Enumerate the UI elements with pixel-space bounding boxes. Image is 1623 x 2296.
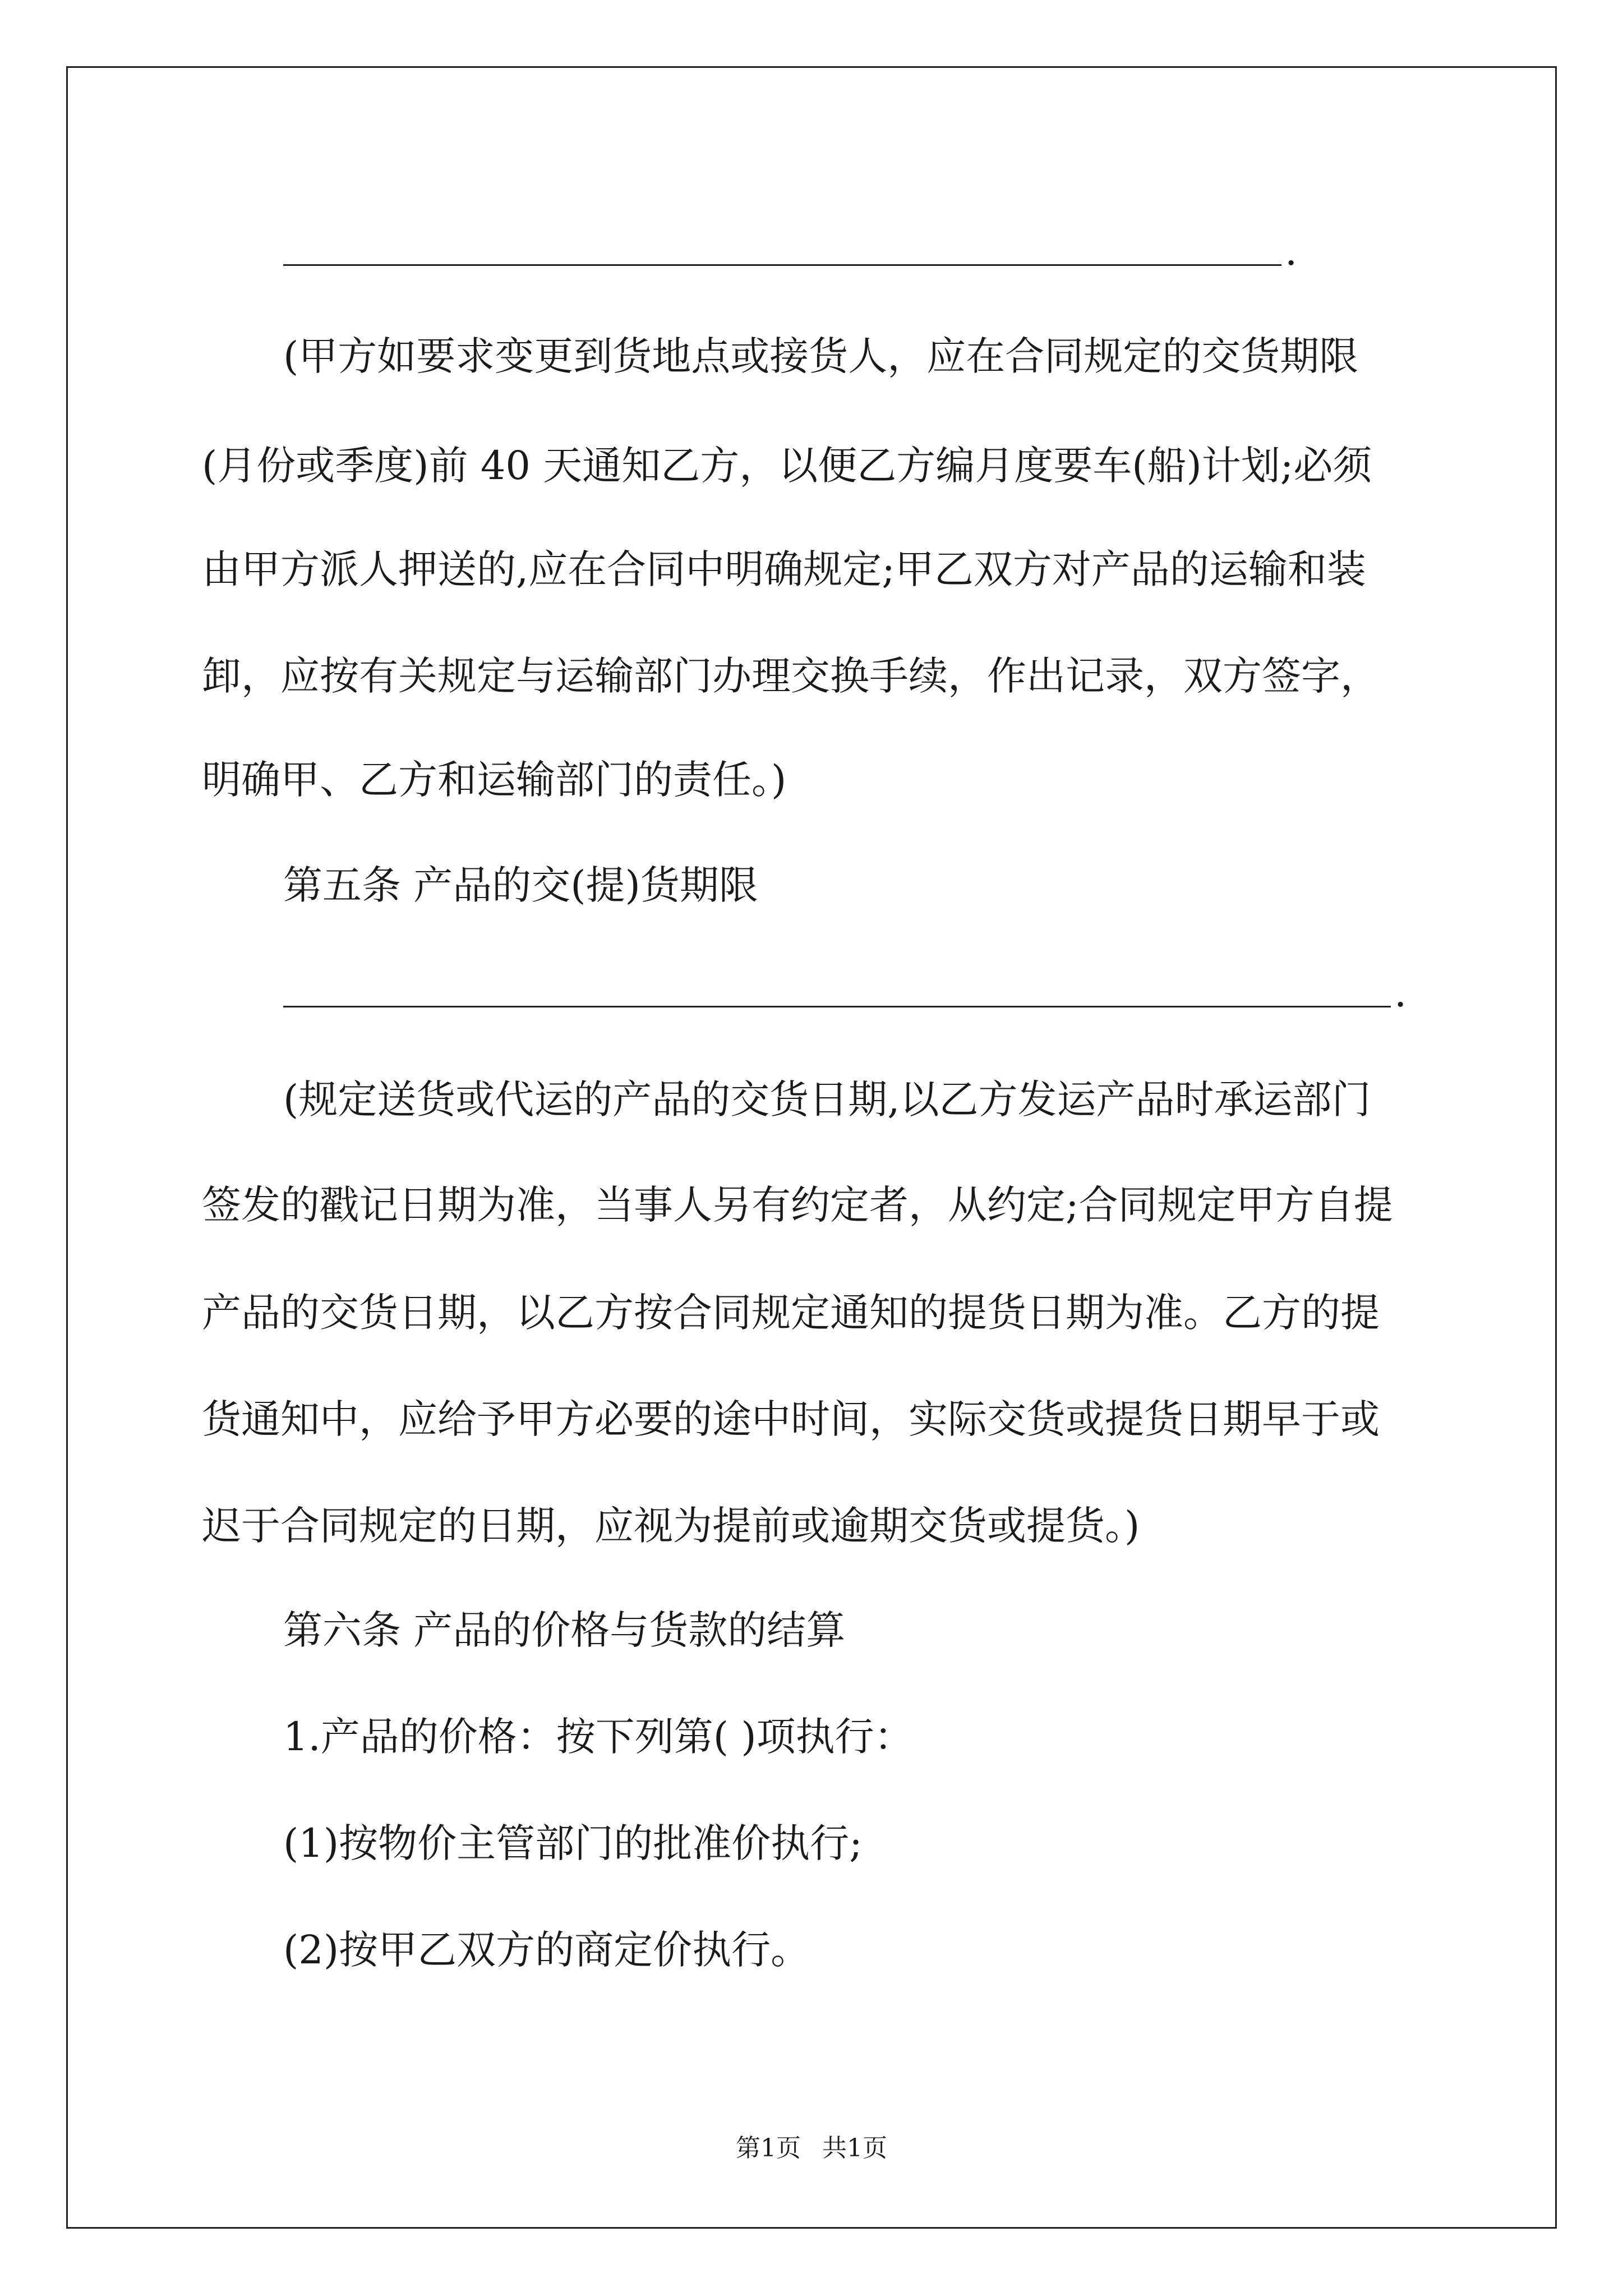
- item-1-option-1: (1)按物价主管部门的批准价执行;: [283, 1820, 863, 1866]
- blank-end-mark: .: [1394, 970, 1407, 1016]
- blank-underline: [283, 264, 1281, 266]
- paragraph-2-line-5: 迟于合同规定的日期，应视为提前或逾期交货或提货。): [202, 1503, 1140, 1549]
- paragraph-2-line-2: 签发的戳记日期为准，当事人另有约定者，从约定;合同规定甲方自提: [202, 1182, 1393, 1228]
- item-1-option-2: (2)按甲乙双方的商定价执行。: [283, 1927, 810, 1973]
- blank-underline: [283, 1006, 1391, 1007]
- paragraph-1-line-1: (甲方如要求变更到货地点或接货人，应在合同规定的交货期限: [283, 333, 1359, 379]
- page-number: 第1页: [736, 2134, 801, 2162]
- page-total: 共1页: [822, 2134, 887, 2162]
- paragraph-2-line-4: 货通知中，应给予甲方必要的途中时间，实际交货或提货日期早于或: [202, 1396, 1380, 1442]
- paragraph-1-line-2: (月份或季度)前 40 天通知乙方，以便乙方编月度要车(船)计划;必须: [202, 443, 1372, 489]
- article-5-title: 第五条 产品的交(提)货期限: [283, 862, 758, 908]
- paragraph-1-line-4: 卸，应按有关规定与运输部门办理交换手续，作出记录，双方签字，: [202, 653, 1380, 699]
- paragraph-2-line-1: (规定送货或代运的产品的交货日期,以乙方发运产品时承运部门: [283, 1076, 1371, 1122]
- page-frame: [66, 66, 1557, 2229]
- item-1: 1.产品的价格：按下列第( )项执行：: [283, 1714, 914, 1760]
- blank-end-mark: .: [1285, 228, 1298, 274]
- fill-in-blank-2: [283, 966, 1407, 1020]
- paragraph-2-line-3: 产品的交货日期，以乙方按合同规定通知的提货日期为准。乙方的提: [202, 1290, 1380, 1336]
- paragraph-1-line-5: 明确甲、乙方和运输部门的责任。): [202, 757, 787, 803]
- paragraph-1-line-3: 由甲方派人押送的,应在合同中明确规定;甲乙双方对产品的运输和装: [202, 546, 1366, 592]
- fill-in-blank-1: [283, 224, 1297, 278]
- page-footer: [0, 2132, 1623, 2165]
- article-6-title: 第六条 产品的价格与货款的结算: [283, 1607, 846, 1653]
